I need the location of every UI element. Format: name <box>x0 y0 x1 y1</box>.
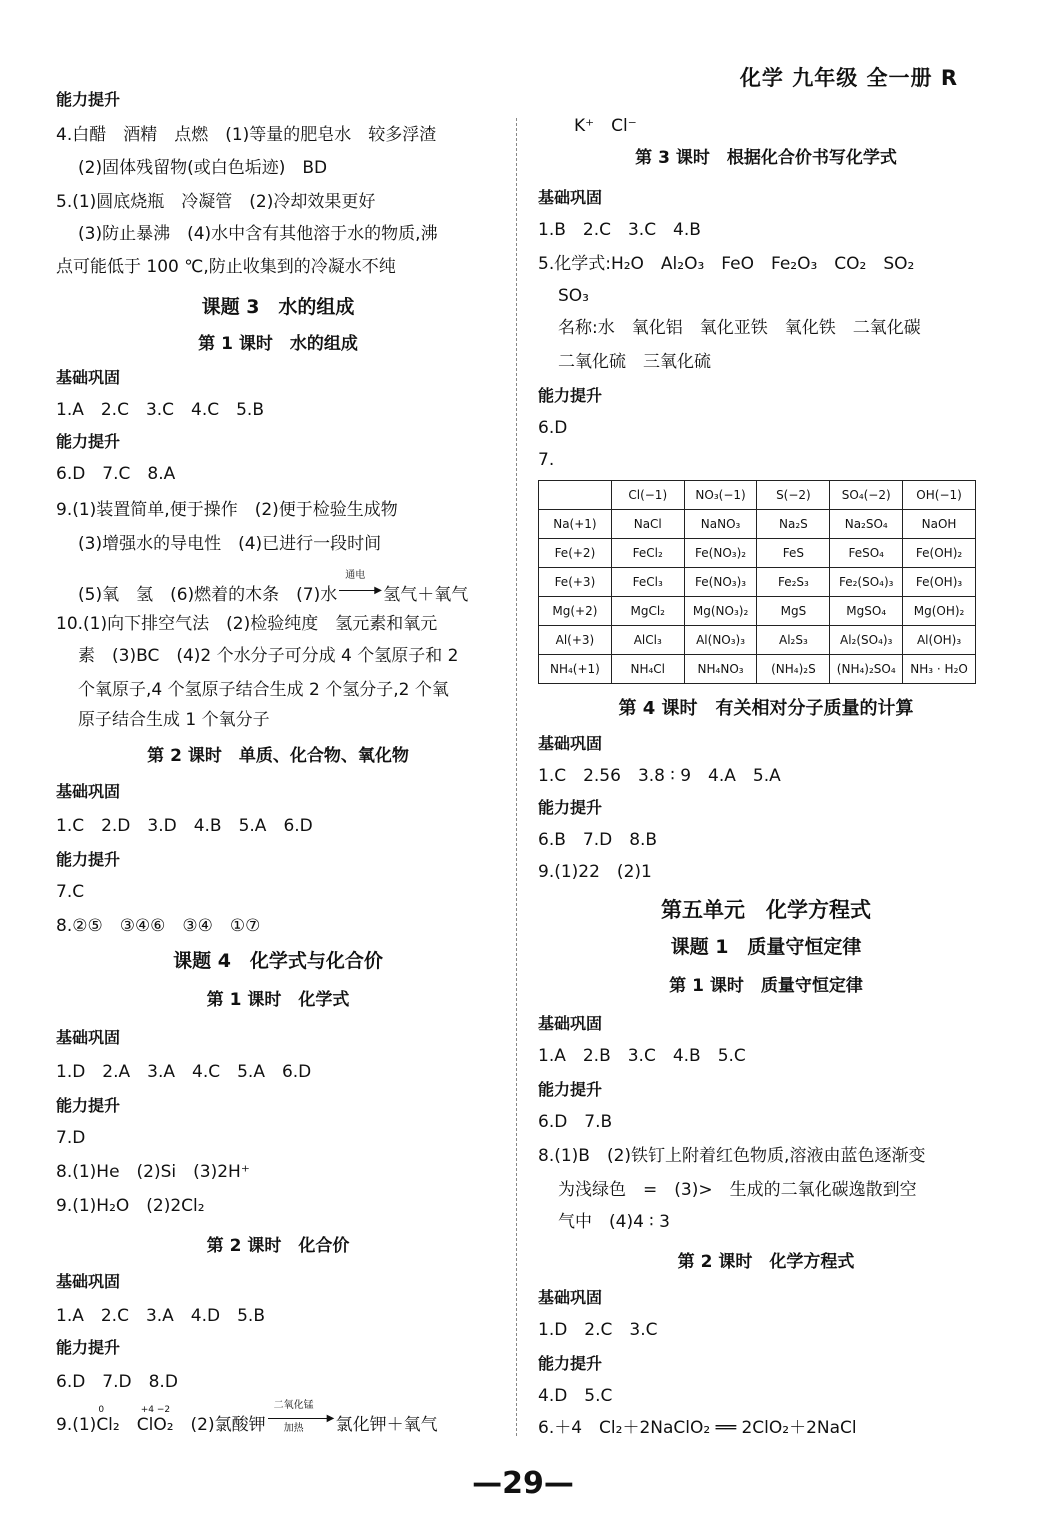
table-cell: Al(+3) <box>539 626 612 655</box>
answer-line: 4.D 5.C <box>538 1386 613 1406</box>
table-row <box>539 597 976 626</box>
table-cell <box>539 481 612 510</box>
answer-line: 二氧化硫 三氧化硫 <box>558 352 711 372</box>
section-label: 基础巩固 <box>56 782 121 801</box>
table-cell: Fe₂S₃ <box>757 568 830 597</box>
reaction-condition: 二氧化锰 <box>273 1400 314 1411</box>
table-cell: SO₄(−2) <box>830 481 903 510</box>
table-cell: (NH₄)₂SO₄ <box>830 655 903 684</box>
table-cell: OH(−1) <box>903 481 976 510</box>
reaction-arrow: 二氧化锰 ▶ 加热 <box>266 1412 336 1430</box>
reaction-condition: 通电 <box>345 570 366 581</box>
answer-line: 9.(1)装置简单,便于操作 (2)便于检验生成物 <box>56 500 398 520</box>
table-cell: FeCl₃ <box>611 568 684 597</box>
section-label: 基础巩固 <box>56 1272 121 1291</box>
answer-line: 7.C <box>56 882 85 902</box>
answer-line: 6.D 7.C 8.A <box>56 464 176 484</box>
table-cell: NaNO₃ <box>684 510 757 539</box>
topic-title: 课题 3 水的组成 <box>201 296 355 318</box>
table-cell: Fe(NO₃)₂ <box>684 539 757 568</box>
answer-line: 1.C 2.56 3.8 ∶ 9 4.A 5.A <box>538 766 781 786</box>
section-label: 能力提升 <box>56 850 121 869</box>
table-cell: Al₂S₃ <box>757 626 830 655</box>
section-label: 能力提升 <box>56 432 121 451</box>
lesson-title: 第 3 课时 根据化合价书写化学式 <box>635 148 897 168</box>
section-label: 基础巩固 <box>538 1288 603 1307</box>
table-cell: MgCl₂ <box>611 597 684 626</box>
table-row <box>539 481 976 510</box>
table-cell: AlCl₃ <box>611 626 684 655</box>
table-row <box>539 539 976 568</box>
answer-line: 4.白醋 酒精 点燃 (1)等量的肥皂水 较多浮渣 <box>56 125 437 145</box>
table-cell: NaCl <box>611 510 684 539</box>
section-label: 能力提升 <box>538 386 603 405</box>
table-cell: NH₄(+1) <box>539 655 612 684</box>
answer-line: 8.(1)B (2)铁钉上附着红色物质,溶液由蓝色逐渐变 <box>538 1146 926 1166</box>
answer-line: SO₃ <box>558 286 589 306</box>
section-label: 能力提升 <box>538 1080 603 1099</box>
table-row <box>539 655 976 684</box>
answer-line <box>78 570 469 605</box>
valence-formula-table <box>538 480 976 684</box>
answer-line: 点可能低于 100 ℃,防止收集到的冷凝水不纯 <box>56 257 396 277</box>
answer-line: 素 (3)BC (4)2 个水分子可分成 4 个氢原子和 2 <box>78 646 459 666</box>
table-cell: Na₂S <box>757 510 830 539</box>
unit-title: 第五单元 化学方程式 <box>661 898 871 922</box>
lesson-title: 第 2 课时 化学方程式 <box>677 1252 855 1272</box>
lesson-title: 第 4 课时 有关相对分子质量的计算 <box>618 698 914 719</box>
table-cell: Na(+1) <box>539 510 612 539</box>
answer-line: 9.(1) 0 Cl₂ +4 −2 ClO₂ (2)氯酸钾 二氧化锰 ▶ 加热 氯化钾＋氧气 <box>56 1400 438 1435</box>
answer-line: (2)固体残留物(或白色垢迹) BD <box>78 158 328 178</box>
section-label: 能力提升 <box>538 1354 603 1373</box>
table-cell: Al(NO₃)₃ <box>684 626 757 655</box>
table-cell: NO₃(−1) <box>684 481 757 510</box>
table-cell: S(−2) <box>757 481 830 510</box>
table-cell: MgSO₄ <box>830 597 903 626</box>
section-label: 基础巩固 <box>538 1014 603 1033</box>
answer-line: 7. <box>538 450 555 470</box>
answer-line: 个氧原子,4 个氢原子结合生成 2 个氢分子,2 个氧 <box>78 680 449 700</box>
lesson-title: 第 2 课时 化合价 <box>206 1236 350 1256</box>
answer-line: (3)防止暴沸 (4)水中含有其他溶于水的物质,沸 <box>78 224 438 244</box>
answer-line: 为浅绿色 = (3)> 生成的二氧化碳逸散到空 <box>558 1180 917 1200</box>
answer-line: 5.(1)圆底烧瓶 冷凝管 (2)冷却效果更好 <box>56 192 376 212</box>
section-label: 能力提升 <box>538 798 603 817</box>
answer-line: 6.D 7.B <box>538 1112 613 1132</box>
answer-line: 1.A 2.C 3.C 4.C 5.B <box>56 400 265 420</box>
table-cell: Al₂(SO₄)₃ <box>830 626 903 655</box>
table-row <box>539 510 976 539</box>
table-cell: MgS <box>757 597 830 626</box>
topic-title: 课题 4 化学式与化合价 <box>173 950 383 972</box>
answer-line: 1.B 2.C 3.C 4.B <box>538 220 701 240</box>
section-label: 基础巩固 <box>56 368 121 387</box>
page-header: 化学 九年级 全一册 R <box>739 66 958 90</box>
answer-line: 9.(1)22 (2)1 <box>538 862 652 882</box>
table-cell: Mg(NO₃)₂ <box>684 597 757 626</box>
answer-line: 1.C 2.D 3.D 4.B 5.A 6.D <box>56 816 313 836</box>
table-cell: Fe(OH)₃ <box>903 568 976 597</box>
answer-line: 8.②⑤ ③④⑥ ③④ ①⑦ <box>56 916 261 936</box>
table-cell: FeSO₄ <box>830 539 903 568</box>
section-label: 能力提升 <box>56 90 121 109</box>
lesson-title: 第 2 课时 单质、化合物、氧化物 <box>147 746 409 766</box>
reaction-arrow: 通电 ▶ <box>337 582 383 600</box>
page-number: —29— <box>472 1466 574 1501</box>
equation-left: (5)氧 氢 (6)燃着的木条 (7)水 <box>78 585 338 605</box>
answer-line: 7.D <box>56 1128 86 1148</box>
lesson-title: 第 1 课时 化学式 <box>206 990 350 1010</box>
answer-line: 5.化学式:H₂O Al₂O₃ FeO Fe₂O₃ CO₂ SO₂ <box>538 254 915 274</box>
section-label: 基础巩固 <box>538 188 603 207</box>
answer-line: 1.D 2.C 3.C <box>538 1320 658 1340</box>
column-divider <box>516 118 517 1436</box>
answer-line: 名称:水 氧化铝 氧化亚铁 氧化铁 二氧化碳 <box>558 318 921 338</box>
table-cell: Fe(+3) <box>539 568 612 597</box>
answer-line: 6.B 7.D 8.B <box>538 830 658 850</box>
answer-line: 6.＋4 Cl₂＋2NaClO₂ ══ 2ClO₂＋2NaCl <box>538 1418 857 1438</box>
table-cell: Mg(OH)₂ <box>903 597 976 626</box>
answer-line: 9.(1)H₂O (2)2Cl₂ <box>56 1196 205 1216</box>
answer-line: 原子结合生成 1 个氧分子 <box>78 710 270 730</box>
answer-line: 气中 (4)4 ∶ 3 <box>558 1212 670 1232</box>
table-cell: Fe(OH)₂ <box>903 539 976 568</box>
answer-line: 10.(1)向下排空气法 (2)检验纯度 氢元素和氧元 <box>56 614 438 634</box>
table-cell: Na₂SO₄ <box>830 510 903 539</box>
answer-line: 6.D <box>538 418 568 438</box>
table-cell: Cl(−1) <box>611 481 684 510</box>
reaction-condition: 加热 <box>283 1423 304 1434</box>
answer-line: 1.D 2.A 3.A 4.C 5.A 6.D <box>56 1062 312 1082</box>
valence-mark: +4 −2 <box>140 1405 171 1415</box>
table-cell: FeS <box>757 539 830 568</box>
table-cell: NaOH <box>903 510 976 539</box>
lesson-title: 第 1 课时 水的组成 <box>198 334 358 354</box>
answer-line: 1.A 2.C 3.A 4.D 5.B <box>56 1306 265 1326</box>
section-label: 基础巩固 <box>538 734 603 753</box>
answer-line: 6.D 7.D 8.D <box>56 1372 178 1392</box>
table-cell: Mg(+2) <box>539 597 612 626</box>
table-cell: Al(OH)₃ <box>903 626 976 655</box>
answer-line: 8.(1)He (2)Si (3)2H⁺ <box>56 1162 250 1182</box>
table-cell: (NH₄)₂S <box>757 655 830 684</box>
section-label: 能力提升 <box>56 1096 121 1115</box>
table-cell: NH₄Cl <box>611 655 684 684</box>
table-cell: Fe(NO₃)₃ <box>684 568 757 597</box>
table-row <box>539 568 976 597</box>
table-cell: FeCl₂ <box>611 539 684 568</box>
table-cell: Fe(+2) <box>539 539 612 568</box>
answer-line: (3)增强水的导电性 (4)已进行一段时间 <box>78 534 382 554</box>
table-row <box>539 626 976 655</box>
section-label: 基础巩固 <box>56 1028 121 1047</box>
answer-line: K⁺ Cl⁻ <box>574 116 637 136</box>
topic-title: 课题 1 质量守恒定律 <box>670 936 862 958</box>
lesson-title: 第 1 课时 质量守恒定律 <box>669 976 863 996</box>
valence-mark: 0 <box>98 1405 105 1415</box>
table-cell: NH₃ · H₂O <box>903 655 976 684</box>
equation-right: 氢气＋氧气 <box>383 585 469 605</box>
table-cell: Fe₂(SO₄)₃ <box>830 568 903 597</box>
section-label: 能力提升 <box>56 1338 121 1357</box>
answer-line: 1.A 2.B 3.C 4.B 5.C <box>538 1046 746 1066</box>
table-cell: NH₄NO₃ <box>684 655 757 684</box>
